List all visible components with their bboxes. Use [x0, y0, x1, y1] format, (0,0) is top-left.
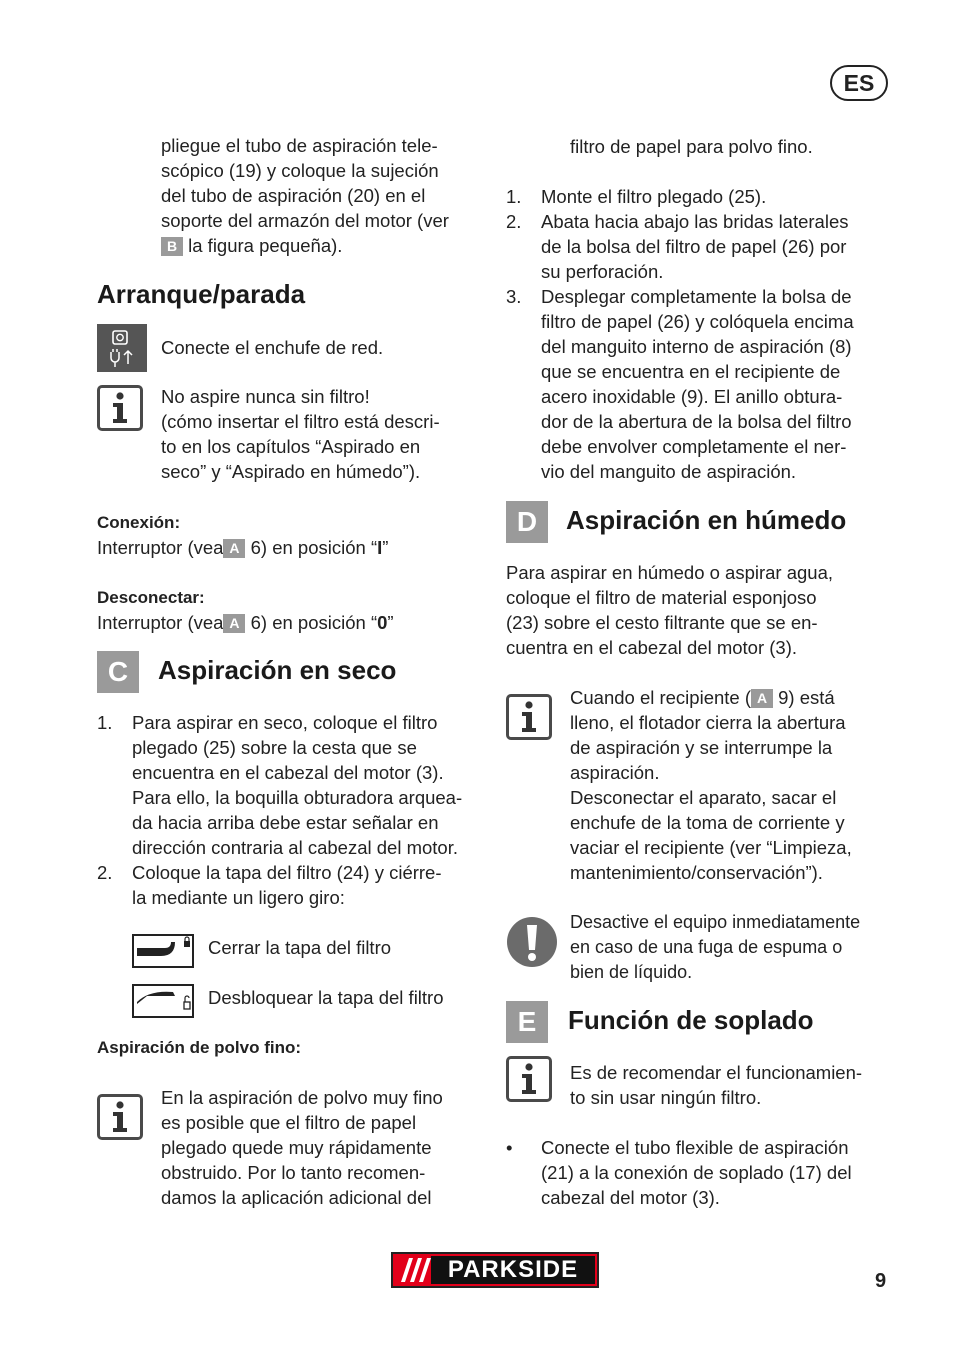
info-icon: [506, 1056, 552, 1102]
stripes-icon: [395, 1256, 431, 1284]
page-number: 9: [875, 1270, 887, 1292]
info-icon: [97, 1094, 143, 1140]
list-item: • Conecte el tubo flexible de aspiración (21) a la conexión de soplado (17) del cabezal del motor (3).: [506, 1137, 852, 1208]
info-icon: [97, 385, 143, 431]
humedo-paragraph: Para aspirar en húmedo o aspirar agua, coloque el filtro de material esponjoso (23) sobre el cesto filtrante que se en- cuentra en el cabezal del motor (3).: [506, 562, 834, 658]
parkside-logo: [391, 1252, 599, 1288]
warning-text: Desactive el equipo inmediatamente en caso de una fuga de espuma o bien de líquido.: [570, 912, 861, 982]
polvo-fino-label: Aspiración de polvo fino:: [97, 1038, 302, 1057]
conexion-label: Conexión:: [97, 513, 181, 532]
section-badge-d: D: [506, 501, 548, 543]
soplado-bullet: [506, 1135, 896, 1210]
info-note-soplado: Es de recomendar el funcionamien- to sin usar ningún filtro.: [570, 1062, 863, 1108]
figure-ref-badge: A: [223, 614, 245, 633]
heading-aspiracion-seco: Aspiración en seco: [158, 655, 397, 685]
plug-icon: [97, 324, 147, 372]
heading-aspiracion-humedo: Aspiración en húmedo: [566, 505, 847, 535]
info-icon: [506, 694, 552, 740]
figure-ref-badge: B: [161, 237, 183, 256]
lock-open-icon: [132, 984, 194, 1018]
section-badge-c: C: [97, 651, 139, 693]
lock-open-text: Desbloquear la tapa del filtro: [208, 987, 444, 1008]
figure-ref-badge: A: [751, 689, 773, 708]
lock-closed-icon: [132, 934, 194, 968]
info-note-recipiente: Cuando el recipiente ( A 9) está lleno, el flotador cierra la abertura de aspiración y se interrumpe la aspiración. Desconectar el aparato, sacar el enchufe de la toma de corriente y vaciar el recipiente (ver “Limpieza, mantenimiento/conservación”).: [570, 687, 852, 883]
warning-icon: [506, 916, 558, 968]
plug-text: Conecte el enchufe de red.: [161, 337, 384, 358]
language-badge: ES: [830, 65, 888, 101]
heading-arranque: Arranque/parada: [97, 279, 306, 309]
list-item: 1. Monte el filtro plegado (25).: [506, 186, 767, 207]
list-item: 2. Abata hacia abajo las bridas laterales de la bolsa del filtro de papel (26) por su perforación.: [506, 211, 849, 282]
info-note-filter: No aspire nunca sin filtro! (cómo insertar el filtro está descri- to en los capítulos “Aspirado en seco” y “Aspirado en húmedo”).: [161, 386, 440, 482]
desconectar-label: Desconectar:: [97, 588, 205, 607]
list-item: 2. Coloque la tapa del filtro (24) y ciérre- la mediante un ligero giro:: [97, 862, 442, 908]
list-item: 3. Desplegar completamente la bolsa de filtro de papel (26) y colóquela encima del manguito interno de aspiración (8) que se encuentra en el recipiente de acero inoxidable (9). El anillo obtura- dor de la abertura de la bolsa del filtro debe envolver completamente el ner- vio del manguito de aspiración.: [506, 286, 854, 482]
lock-close-text: Cerrar la tapa del filtro: [208, 937, 392, 958]
intro-paragraph: pliegue el tubo de aspiración tele- scópico (19) y coloque la sujeción del tubo de aspiración (20) en el soporte del armazón del motor (ver B la figura pequeña).: [161, 135, 449, 256]
seco-list: [97, 710, 497, 910]
section-badge-e: E: [506, 1001, 548, 1043]
list-item: 1. Para aspirar en seco, coloque el filtro plegado (25) sobre la cesta que se encuentra en el cabezal del motor (3). Para ello, la boquilla obturadora arquea- da hacia arriba debe estar señalar en dirección contraria al cabezal del motor.: [97, 712, 463, 858]
brand-name: PARKSIDE: [431, 1256, 595, 1284]
conexion-text: Interruptor (vea A 6) en posición “I”: [97, 537, 389, 558]
info-note-polvo: En la aspiración de polvo muy fino es posible que el filtro de papel plegado quede muy rápidamente obstruido. Por lo tanto recomen- damos la aplicación adicional del: [161, 1087, 443, 1208]
continued-line: filtro de papel para polvo fino.: [570, 136, 813, 157]
filter-steps-list: [506, 184, 896, 484]
figure-ref-badge: A: [223, 539, 245, 558]
desconectar-text: Interruptor (vea A 6) en posición “0”: [97, 612, 394, 633]
heading-funcion-soplado: Función de soplado: [568, 1005, 814, 1035]
